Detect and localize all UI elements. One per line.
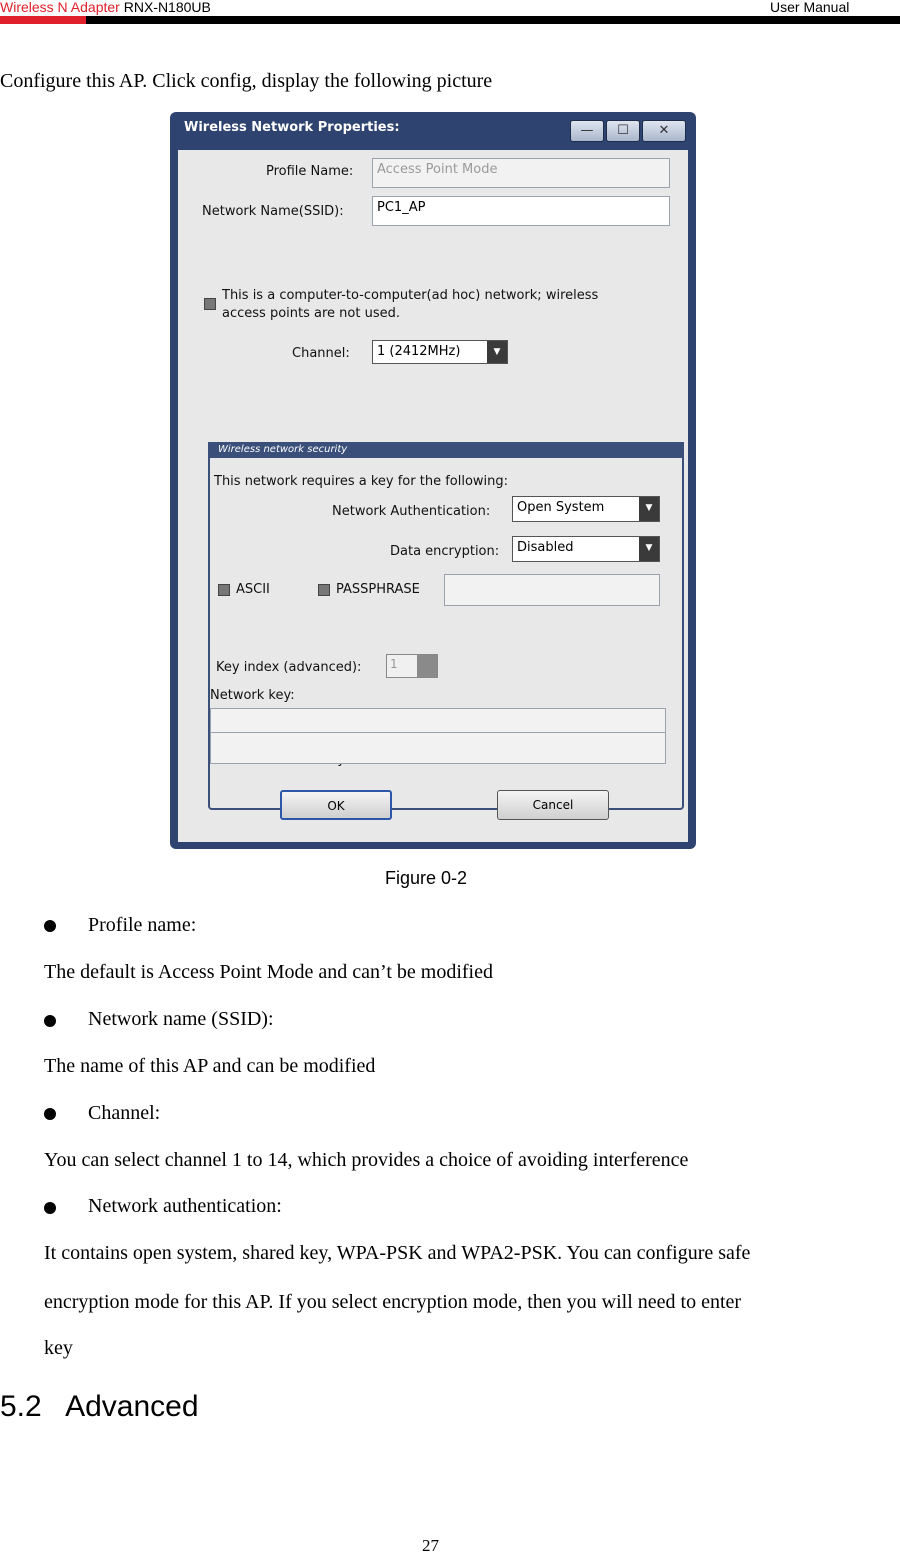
item-text-line: encryption mode for this AP. If you select encryption mode, then you will need to enter bbox=[44, 1291, 742, 1313]
encryption-select[interactable] bbox=[512, 536, 660, 562]
ssid-label: Network Name(SSID): bbox=[202, 204, 344, 219]
auth-select[interactable] bbox=[512, 496, 660, 522]
item-title: Channel: bbox=[88, 1102, 161, 1124]
item-title: Network name (SSID): bbox=[88, 1008, 274, 1030]
header-brand: Wireless N Adapter bbox=[0, 0, 120, 15]
encryption-value: Disabled bbox=[517, 540, 574, 555]
adhoc-label-line2: access points are not used. bbox=[222, 306, 400, 321]
chevron-down-icon: ▼ bbox=[639, 537, 659, 561]
ok-button[interactable]: OK bbox=[280, 790, 392, 820]
section-heading bbox=[0, 1390, 199, 1424]
chevron-down-icon: ▼ bbox=[487, 341, 507, 363]
security-group-title: Wireless network security bbox=[208, 442, 684, 458]
item-title: Network authentication: bbox=[88, 1195, 282, 1217]
profile-name-field: Access Point Mode bbox=[372, 158, 670, 188]
item-text-line: It contains open system, shared key, WPA-PSK and WPA2-PSK. You can configure safe bbox=[44, 1242, 751, 1264]
header-product bbox=[0, 0, 211, 15]
cancel-button[interactable]: Cancel bbox=[497, 790, 609, 820]
channel-label: Channel: bbox=[292, 346, 350, 361]
confirm-key-input[interactable] bbox=[210, 732, 666, 764]
item-text: The default is Access Point Mode and can’t be modified bbox=[44, 961, 493, 983]
requires-key-label: This network requires a key for the following: bbox=[214, 474, 509, 489]
passphrase-label: PASSPHRASE bbox=[336, 582, 420, 597]
ssid-input[interactable]: PC1_AP bbox=[372, 196, 670, 226]
ascii-label: ASCII bbox=[236, 582, 270, 597]
bullet-icon bbox=[44, 1108, 56, 1120]
key-index-label: Key index (advanced): bbox=[216, 660, 362, 675]
item-text: The name of this AP and can be modified bbox=[44, 1055, 376, 1077]
chevron-down-icon: ▼ bbox=[639, 497, 659, 521]
item-text: You can select channel 1 to 14, which provides a choice of avoiding interference bbox=[44, 1149, 689, 1171]
profile-name-label: Profile Name: bbox=[266, 164, 354, 179]
auth-label: Network Authentication: bbox=[332, 504, 491, 519]
key-index-value: 1 bbox=[390, 657, 398, 671]
bullet-icon bbox=[44, 1202, 56, 1214]
network-key-label: Network key: bbox=[210, 688, 295, 703]
header-rule bbox=[86, 16, 900, 24]
passphrase-checkbox[interactable] bbox=[318, 584, 330, 596]
channel-select[interactable] bbox=[372, 340, 508, 364]
section-number: 5.2 bbox=[0, 1390, 42, 1423]
adhoc-label-line1: This is a computer-to-computer(ad hoc) network; wireless bbox=[222, 288, 599, 303]
passphrase-input[interactable] bbox=[444, 574, 660, 606]
encryption-label: Data encryption: bbox=[390, 544, 500, 559]
bullet-icon bbox=[44, 1015, 56, 1027]
intro-text: Configure this AP. Click config, display the following picture bbox=[0, 70, 493, 92]
adhoc-checkbox[interactable] bbox=[204, 298, 216, 310]
bullet-icon bbox=[44, 920, 56, 932]
header-accent-bar bbox=[0, 16, 86, 24]
section-title: Advanced bbox=[65, 1390, 199, 1423]
item-text-line: key bbox=[44, 1337, 73, 1359]
page-number: 27 bbox=[422, 1536, 439, 1555]
spinner-handle[interactable] bbox=[417, 655, 437, 677]
dialog-title: Wireless Network Properties: bbox=[184, 120, 400, 135]
close-button[interactable]: ✕ bbox=[642, 120, 686, 142]
key-index-spinner[interactable] bbox=[386, 654, 438, 678]
maximize-button[interactable]: ☐ bbox=[606, 120, 640, 142]
ascii-checkbox[interactable] bbox=[218, 584, 230, 596]
header-model: RNX-N180UB bbox=[123, 0, 211, 15]
minimize-button[interactable]: — bbox=[570, 120, 604, 142]
channel-value: 1 (2412MHz) bbox=[377, 344, 461, 359]
running-header bbox=[0, 0, 900, 24]
auth-value: Open System bbox=[517, 500, 605, 515]
figure-caption: Figure 0-2 bbox=[385, 868, 468, 888]
header-doc-type: User Manual bbox=[770, 0, 850, 15]
item-title: Profile name: bbox=[88, 914, 197, 936]
